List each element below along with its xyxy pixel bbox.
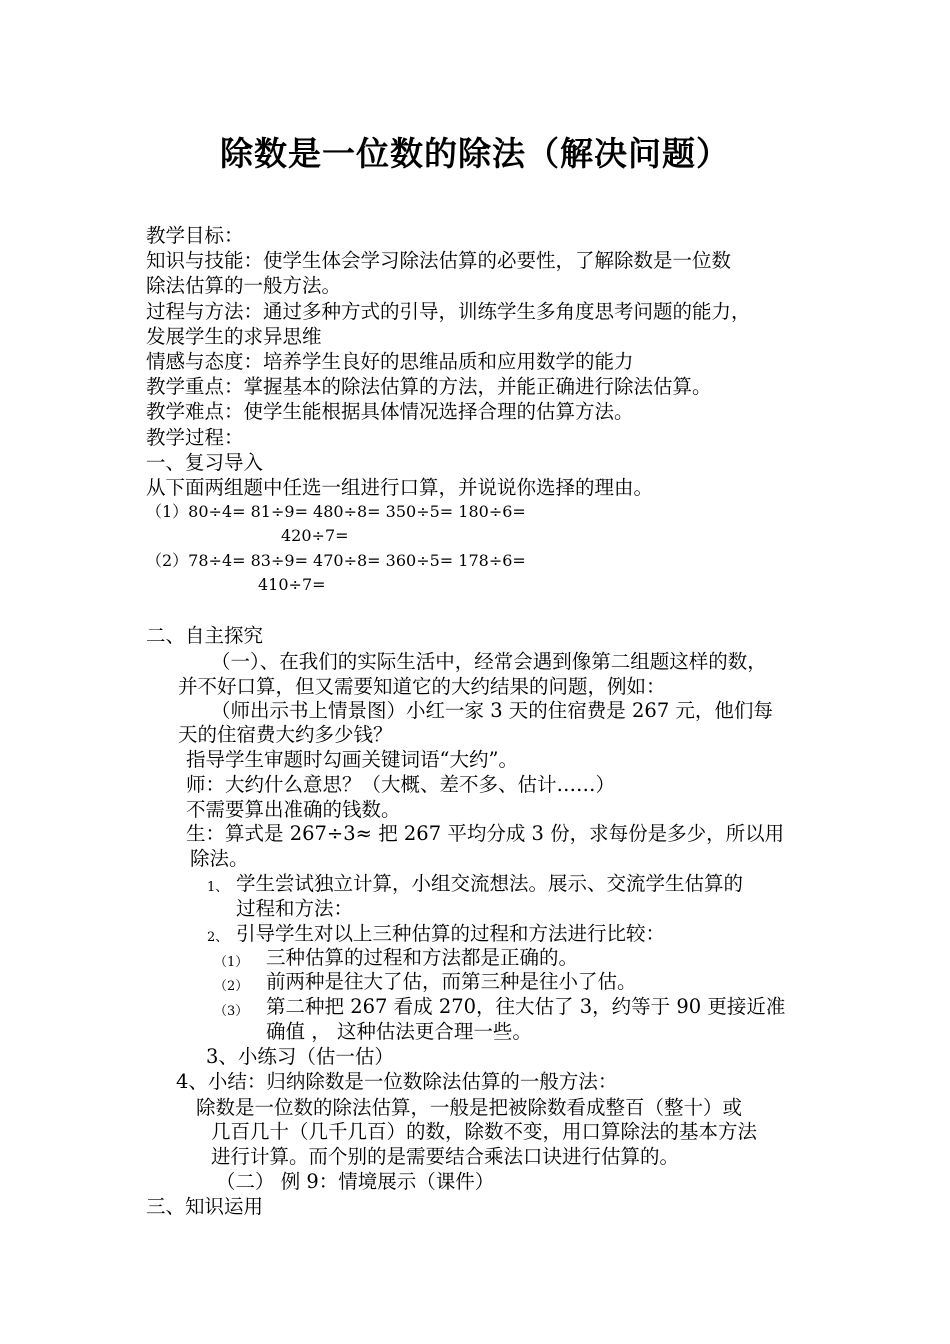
text-line: 师：大约什么意思？（大概、差不多、估计……） xyxy=(186,773,616,796)
text-line: 生：算式是 267÷3≈ 把 267 平均分成 3 份，求每份是多少，所以用 xyxy=(186,822,785,845)
text-line: 过程和方法： xyxy=(236,897,354,920)
text-line: 几百几十（几千几百）的数，除数不变，用口算除法的基本方法 xyxy=(211,1120,758,1143)
section-heading: 三、知识运用 xyxy=(146,1195,264,1218)
text-line: 知识与技能：使学生体会学习除法估算的必要性，了解除数是一位数 xyxy=(146,249,732,272)
text-line: 教学难点：使学生能根据具体情况选择合理的估算方法。 xyxy=(146,400,634,423)
list-item: 学生尝试独立计算，小组交流想法。展示、交流学生估算的 xyxy=(236,872,744,895)
section-heading: 二、自主探究 xyxy=(146,624,264,647)
text-line: 从下面两组题中任选一组进行口算，并说说你选择的理由。 xyxy=(146,476,654,499)
exercise-line: （1）80÷4= 81÷9= 480÷8= 350÷5= 180÷6= xyxy=(146,502,526,521)
text-line: 除法估算的一般方法。 xyxy=(146,274,342,297)
list-item: 引导学生对以上三种估算的过程和方法进行比较： xyxy=(236,922,666,945)
text-line: 4、小结：归纳除数是一位数除法估算的一般方法： xyxy=(176,1070,618,1093)
text-line: 指导学生审题时勾画关键词语“大约”。 xyxy=(186,748,518,771)
section-heading: 一、复习导入 xyxy=(146,451,264,474)
text-line: 不需要算出准确的钱数。 xyxy=(186,798,401,821)
list-marker: （3） xyxy=(214,1004,249,1019)
list-marker: （1） xyxy=(214,955,249,970)
exercise-line: 420÷7= xyxy=(281,526,349,545)
text-line: 情感与态度：培养学生良好的思维品质和应用数学的能力 xyxy=(146,350,634,373)
text-line: 教学目标： xyxy=(146,224,244,247)
text-line: 并不好口算，但又需要知道它的大约结果的问题，例如： xyxy=(178,675,666,698)
text-line: 发展学生的求异思维 xyxy=(146,325,322,348)
list-marker: 2、 xyxy=(207,930,229,945)
exercise-line: （2）78÷4= 83÷9= 470÷8= 360÷5= 178÷6= xyxy=(146,551,526,570)
text-line: 除数是一位数的除法估算，一般是把被除数看成整百（整十）或 xyxy=(196,1096,743,1119)
list-item: 第二种把 267 看成 270，往大估了 3，约等于 90 更接近准 xyxy=(266,995,786,1018)
text-line: 3、小练习（估一估） xyxy=(206,1045,394,1068)
text-line: 过程与方法：通过多种方式的引导，训练学生多角度思考问题的能力， xyxy=(146,300,751,323)
text-line: （师出示书上情景图）小红一家 3 天的住宿费是 267 元，他们每 xyxy=(211,699,773,722)
exercise-line: 410÷7= xyxy=(258,575,326,594)
document-title: 除数是一位数的除法（解决问题） xyxy=(220,134,730,173)
text-line: （二） 例 9：情境展示（课件） xyxy=(216,1170,495,1193)
list-item: 前两种是往大了估，而第三种是往小了估。 xyxy=(266,970,637,993)
list-marker: （2） xyxy=(214,979,249,994)
text-line: 除法。 xyxy=(190,847,249,870)
text-line: 教学重点：掌握基本的除法估算的方法，并能正确进行除法估算。 xyxy=(146,375,712,398)
text-line: （一）、在我们的实际生活中，经常会遇到像第二组题这样的数， xyxy=(211,650,767,673)
list-item: 三种估算的过程和方法都是正确的。 xyxy=(266,946,579,969)
list-marker: 1、 xyxy=(207,880,229,895)
text-line: 进行计算。而个别的是需要结合乘法口诀进行估算的。 xyxy=(211,1145,680,1168)
text-line: 确值 ， 这种估法更合理一些。 xyxy=(266,1020,532,1043)
text-line: 教学过程： xyxy=(146,426,244,449)
text-line: 天的住宿费大约多少钱？ xyxy=(178,723,393,746)
